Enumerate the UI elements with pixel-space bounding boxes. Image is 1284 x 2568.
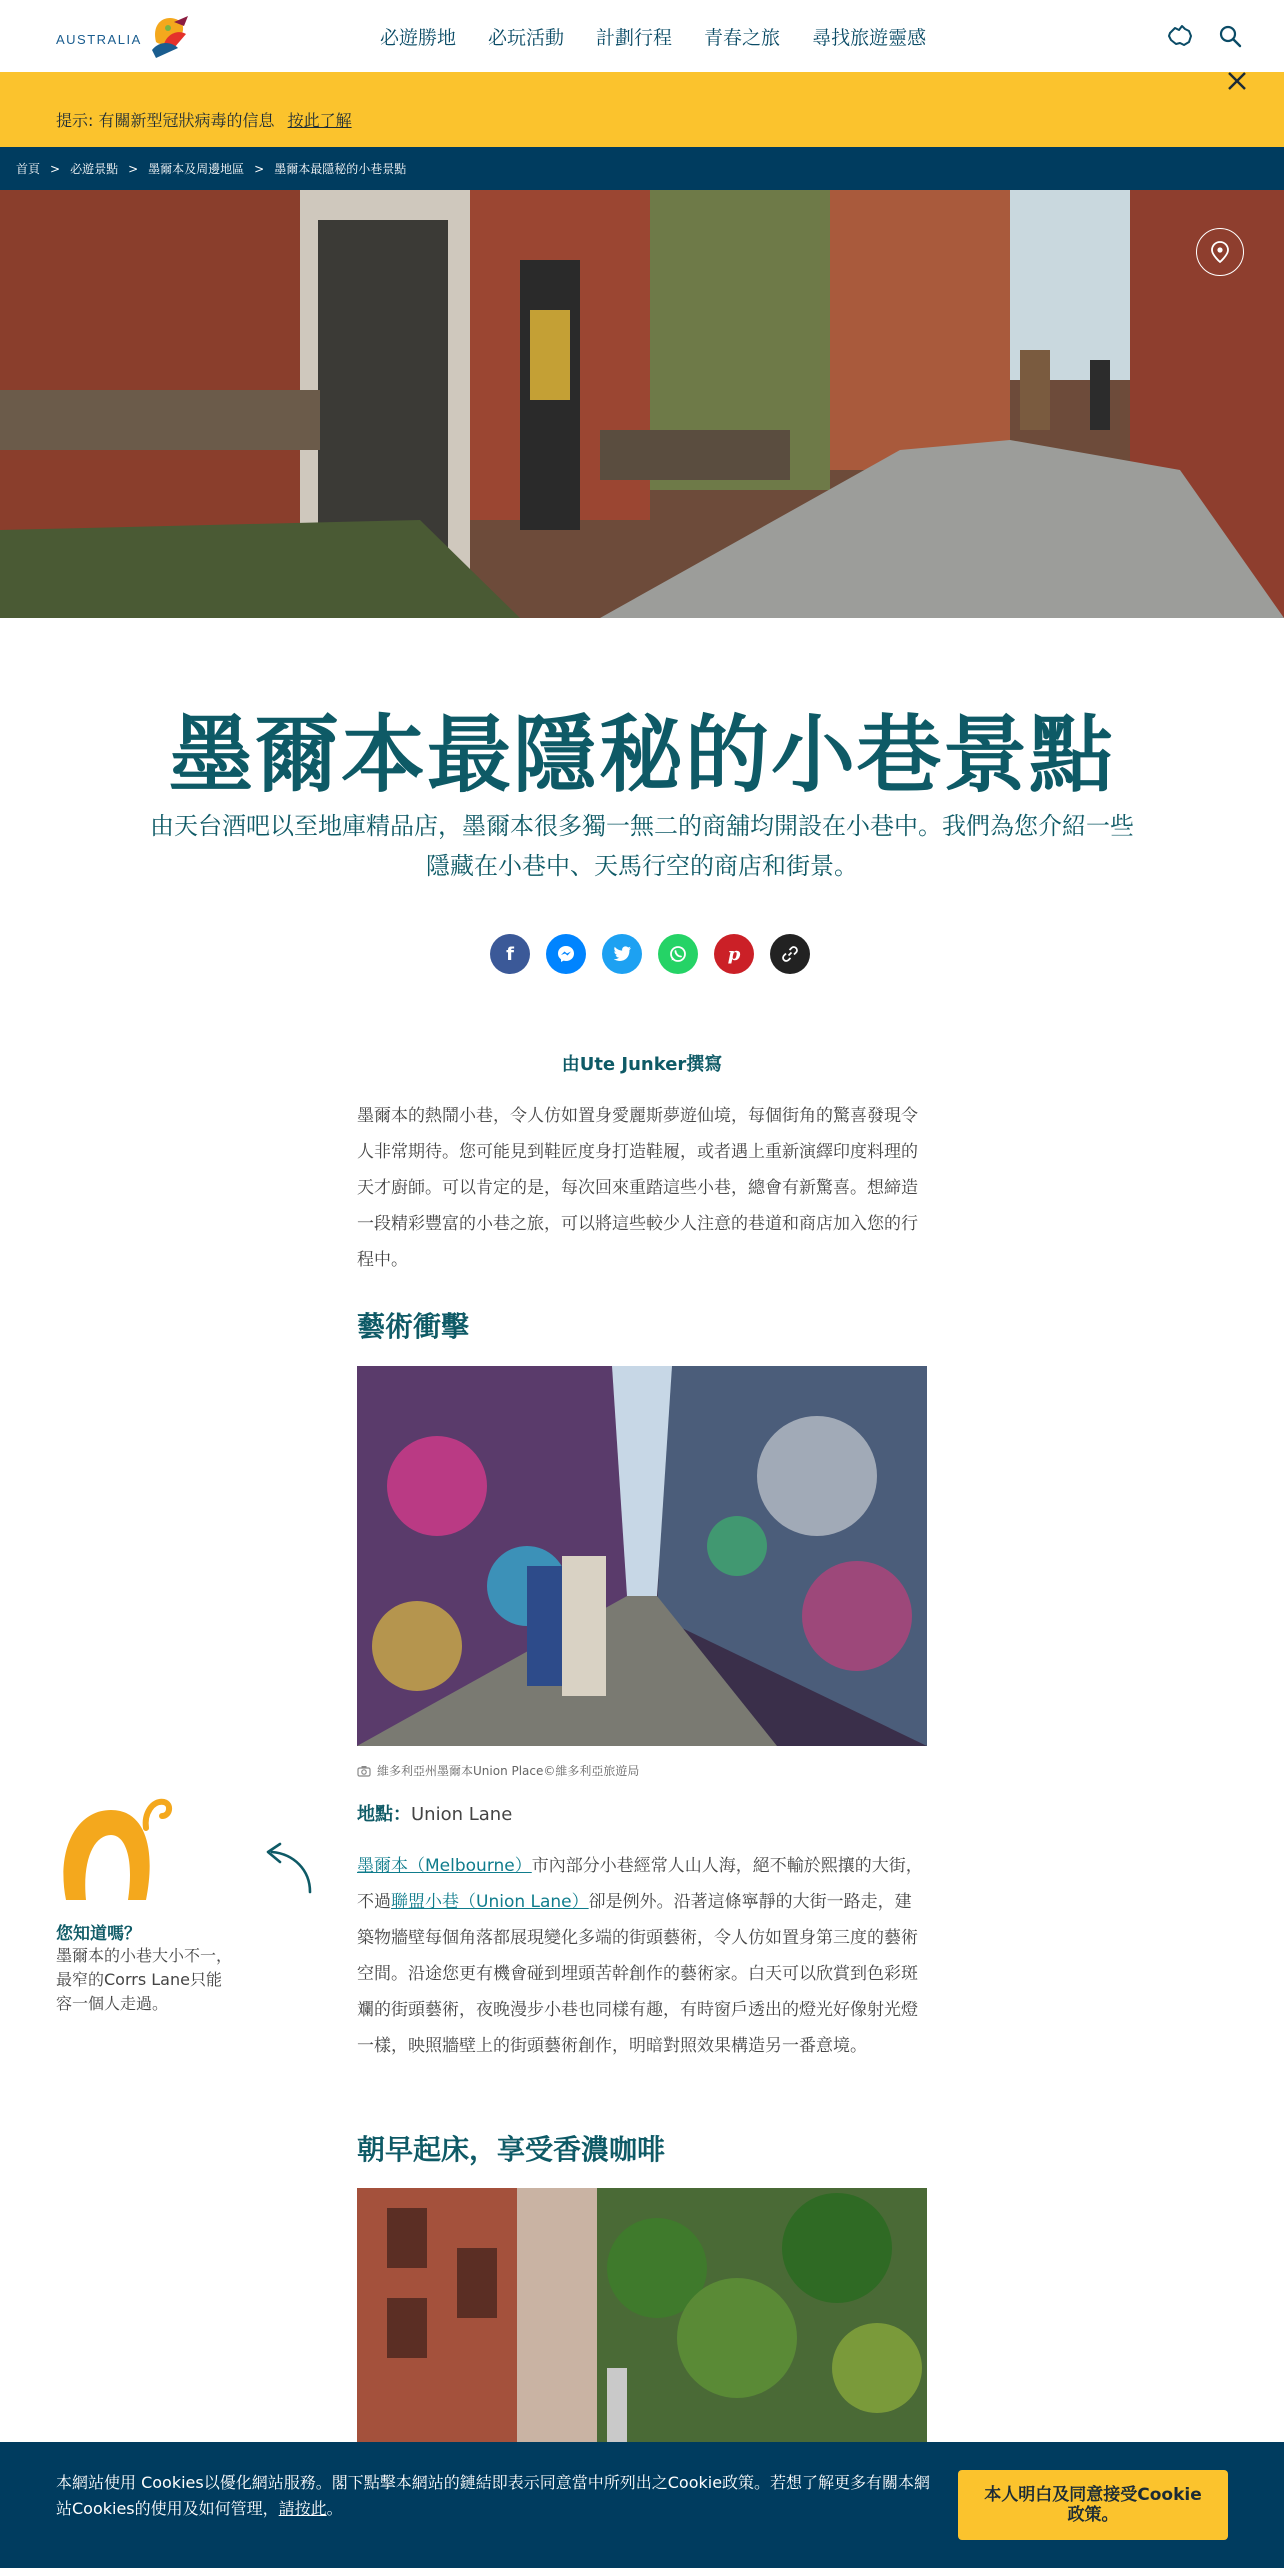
breadcrumb bbox=[0, 147, 1284, 190]
location-value: Union Lane bbox=[411, 1804, 513, 1825]
messenger-share-button[interactable] bbox=[546, 934, 586, 974]
did-you-know-text: 墨爾本的小巷大小不一，最窄的Corrs Lane只能容一個人走過。 bbox=[56, 1946, 233, 2013]
laneway-photo bbox=[0, 190, 1284, 618]
alert-link[interactable]: 按此了解 bbox=[287, 111, 352, 130]
coffee-lane-photo bbox=[357, 2188, 927, 2442]
twitter-share-button[interactable] bbox=[602, 934, 642, 974]
nav-item-things-to-do[interactable]: 必玩活動 bbox=[488, 26, 565, 49]
section-art-text-2: 卻是例外。沿著這條寧靜的大街一路走，建築物牆壁每個角落都展現變化多端的街頭藝術，令人仿如置身第三度的藝術空間。沿途您更有機會碰到埋頭苦幹創作的藝術家。白天可以欣賞到色彩斑斕的街頭藝術，夜晚漫步小巷也同樣有趣，有時窗戶透出的燈光好像射光燈一樣，映照牆壁上的街頭藝術創作，明暗對照效果構造另一番意境。 bbox=[357, 1892, 918, 2056]
union-lane-photo bbox=[357, 1366, 927, 1746]
australia-logo[interactable] bbox=[56, 12, 196, 60]
covid-alert-banner bbox=[0, 72, 1284, 147]
breadcrumb-home[interactable]: 首頁 bbox=[16, 162, 41, 176]
page-title: 墨爾本最隱秘的小巷景點 bbox=[168, 706, 1115, 804]
union-lane-link[interactable]: 聯盟小巷（Union Lane） bbox=[391, 1892, 589, 1912]
logo-text: AUSTRALIA bbox=[56, 32, 142, 47]
did-you-know-box bbox=[56, 1790, 236, 2016]
page-subtitle: 由天台酒吧以至地庫精品店，墨爾本很多獨一無二的商舖均開設在小巷中。我們為您介紹一些隱藏在小巷中、天馬行空的商店和街景。 bbox=[150, 812, 1134, 880]
main-nav bbox=[380, 0, 926, 72]
did-you-know-title: 您知道嗎？ bbox=[56, 1924, 141, 1944]
article-byline: 由Ute Junker撰寫 bbox=[561, 1054, 723, 1075]
header-icons bbox=[1166, 22, 1244, 50]
section-heading-coffee: 朝早起床，享受香濃咖啡 bbox=[357, 2133, 666, 2166]
location-pin-icon bbox=[1211, 241, 1229, 263]
pinterest-icon: p bbox=[727, 943, 741, 965]
alert-message: 提示: 有關新型冠狀病毒的信息 bbox=[56, 111, 275, 130]
cookie-message-end: 。 bbox=[326, 2499, 343, 2518]
arrow-icon bbox=[258, 1840, 318, 1901]
breadcrumb-separator: > bbox=[50, 161, 61, 176]
section-art-text-1: 市內部分小巷經常人山人海，絕不輸於熙攘的大街，不過 bbox=[357, 1856, 923, 1912]
map-pin-button[interactable] bbox=[1196, 228, 1244, 276]
breadcrumb-melbourne[interactable]: 墨爾本及周邊地區 bbox=[148, 162, 245, 176]
hero-image bbox=[0, 190, 1284, 618]
accept-cookies-button[interactable]: 本人明白及同意接受Cookie政策。 bbox=[958, 2470, 1228, 2540]
breadcrumb-separator: > bbox=[128, 161, 139, 176]
cookie-consent-bar bbox=[0, 2442, 1284, 2568]
cookie-policy-link[interactable]: 請按此 bbox=[278, 2499, 327, 2518]
breadcrumb-must-visit[interactable]: 必遊景點 bbox=[70, 162, 119, 176]
section-art-body bbox=[357, 1848, 927, 2064]
pinterest-share-button[interactable] bbox=[714, 934, 754, 974]
search-icon[interactable] bbox=[1216, 22, 1244, 50]
graffiti-lane-image bbox=[357, 1366, 927, 1746]
site-header bbox=[0, 0, 1284, 72]
breadcrumb-current: 墨爾本最隱秘的小巷景點 bbox=[274, 162, 407, 176]
whatsapp-icon bbox=[668, 944, 688, 964]
nav-item-youth-travel[interactable]: 青春之旅 bbox=[704, 26, 781, 49]
breadcrumb-separator: > bbox=[254, 161, 265, 176]
messenger-icon bbox=[556, 944, 576, 964]
camera-icon bbox=[357, 1765, 371, 1777]
nav-item-inspiration[interactable]: 尋找旅遊靈感 bbox=[812, 26, 927, 49]
nav-item-must-visit[interactable]: 必遊勝地 bbox=[380, 26, 457, 49]
nav-item-plan-trip[interactable]: 計劃行程 bbox=[596, 26, 673, 49]
location-line bbox=[357, 1800, 927, 1826]
image-caption bbox=[357, 1762, 927, 1779]
share-bar bbox=[490, 934, 810, 974]
facebook-share-button[interactable] bbox=[490, 934, 530, 974]
melbourne-link[interactable]: 墨爾本（Melbourne） bbox=[357, 1856, 532, 1876]
link-icon bbox=[780, 944, 800, 964]
twitter-icon bbox=[612, 945, 632, 963]
caption-text: 維多利亞州墨爾本Union Place©維多利亞旅遊局 bbox=[377, 1764, 640, 1778]
coffee-lane-image bbox=[357, 2188, 927, 2442]
australia-map-icon[interactable] bbox=[1166, 22, 1194, 50]
close-icon bbox=[1226, 70, 1248, 92]
section-heading-art: 藝術衝擊 bbox=[357, 1310, 470, 1343]
close-alert-button[interactable] bbox=[1226, 70, 1248, 97]
copy-link-button[interactable] bbox=[770, 934, 810, 974]
article-intro: 墨爾本的熱鬧小巷，令人仿如置身愛麗斯夢遊仙境，每個街角的驚喜發現令人非常期待。您可能見到鞋匠度身打造鞋履，或者遇上重新演繹印度料理的天才廚師。可以肯定的是，每次回來重踏這些小巷，總會有新驚喜。想締造一段精彩豐富的小巷之旅，可以將這些較少人注意的巷道和商店加入您的行程中。 bbox=[357, 1106, 918, 1270]
cookie-text bbox=[56, 2470, 936, 2522]
location-label: 地點： bbox=[357, 1804, 411, 1825]
whatsapp-share-button[interactable] bbox=[658, 934, 698, 974]
cookie-message: 本網站使用 Cookies以優化網站服務。閣下點擊本網站的鏈結即表示同意當中所列出之Cookie政策。若想了解更多有關本網站Cookies的使用及如何管理， bbox=[56, 2473, 931, 2518]
alert-text bbox=[56, 108, 352, 131]
facebook-icon: f bbox=[506, 943, 514, 965]
did-you-know-illustration bbox=[56, 1790, 180, 1906]
